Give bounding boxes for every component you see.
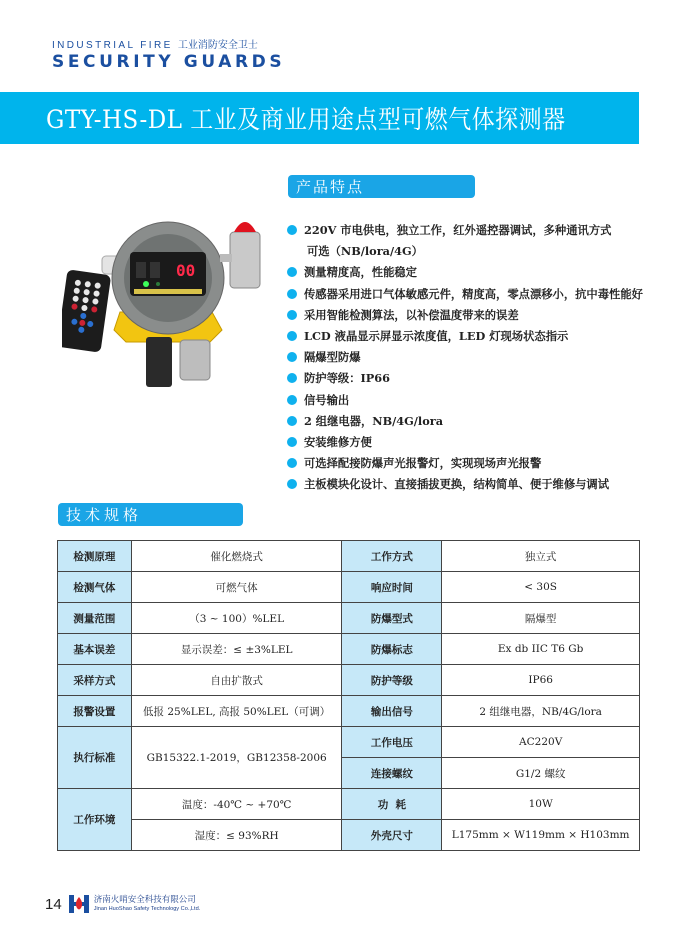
feature-item: 信号输出 <box>287 390 643 411</box>
brand-tagline-en: INDUSTRIAL FIRE <box>52 40 173 51</box>
display-reading: 00 <box>176 261 196 280</box>
brand-header <box>52 40 285 72</box>
table-row: 采样方式 自由扩散式 防护等级 IP66 <box>58 665 640 696</box>
page-title: GTY-HS-DL 工业及商业用途点型可燃气体探测器 <box>46 105 566 134</box>
company-name: 济南火哨安全科技有限公司 Jinan HuoShao Safety Technology Co.,Ltd. <box>93 895 201 912</box>
brand-tagline <box>52 40 285 52</box>
bullet-icon <box>287 289 297 299</box>
features-list <box>287 220 643 495</box>
features-heading: 产品特点 <box>288 175 475 198</box>
feature-item: 主板模块化设计、直接插拔更换，结构简单、便于维修与调试 <box>287 474 643 495</box>
table-row: 测量范围 （3 ~ 100）%LEL 防爆型式 隔爆型 <box>58 603 640 634</box>
feature-item: 2 组继电器，NB/4G/lora <box>287 411 643 432</box>
bullet-icon <box>287 395 297 405</box>
bullet-icon <box>287 437 297 447</box>
table-row: 湿度：≤ 93%RH 外壳尺寸 L175mm × W119mm × H103mm <box>58 820 640 851</box>
page-footer <box>45 893 200 915</box>
feature-item: 隔爆型防爆 <box>287 347 643 368</box>
table-row: 检测气体 可燃气体 响应时间 < 30S <box>58 572 640 603</box>
table-row: 报警设置 低报 25%LEL, 高报 50%LEL（可调） 输出信号 2 组继电器，NB/4G/lora <box>58 696 640 727</box>
brand-tagline-cn: 工业消防安全卫士 <box>177 40 258 51</box>
bullet-icon <box>287 373 297 383</box>
remote-control-icon <box>62 269 111 352</box>
feature-item: 传感器采用进口气体敏感元件，精度高，零点漂移小，抗中毒性能好 <box>287 284 643 305</box>
table-row: 基本误差 显示误差：≤ ±3%LEL 防爆标志 Ex db IIC T6 Gb <box>58 634 640 665</box>
feature-item: 220V 市电供电，独立工作，红外遥控器调试，多种通讯方式 <box>287 220 643 241</box>
bullet-icon <box>287 352 297 362</box>
table-row: 连接螺纹 G1/2 螺纹 <box>58 758 640 789</box>
title-banner <box>0 92 639 144</box>
specs-table <box>57 540 640 851</box>
page-number: 14 <box>45 895 62 913</box>
bullet-icon <box>287 331 297 341</box>
bullet-icon <box>287 267 297 277</box>
feature-item: 安装维修方便 <box>287 432 643 453</box>
brand-name: SECURITY GUARDS <box>52 52 286 72</box>
company-logo-icon <box>68 893 90 915</box>
table-row: 执行标准 GB15322.1-2019，GB12358-2006 工作电压 AC220V <box>58 727 640 758</box>
feature-item-continued: 可选（NB/lora/4G） <box>307 244 423 259</box>
table-row: 检测原理 催化燃烧式 工作方式 独立式 <box>58 541 640 572</box>
bullet-icon <box>287 416 297 426</box>
feature-item: LCD 液晶显示屏显示浓度值，LED 灯现场状态指示 <box>287 326 643 347</box>
feature-item: 采用智能检测算法，以补偿温度带来的误差 <box>287 305 643 326</box>
product-image <box>62 212 270 392</box>
feature-item: 可选择配接防爆声光报警灯，实现现场声光报警 <box>287 453 643 474</box>
feature-item: 测量精度高，性能稳定 <box>287 262 643 283</box>
table-row: 工作环境 温度：-40℃ ~ +70℃ 功 耗 10W <box>58 789 640 820</box>
feature-item: 防护等级：IP66 <box>287 368 643 389</box>
bullet-icon <box>287 458 297 468</box>
specs-heading: 技术规格 <box>58 503 243 526</box>
bullet-icon <box>287 479 297 489</box>
bullet-icon <box>287 225 297 235</box>
bullet-icon <box>287 310 297 320</box>
